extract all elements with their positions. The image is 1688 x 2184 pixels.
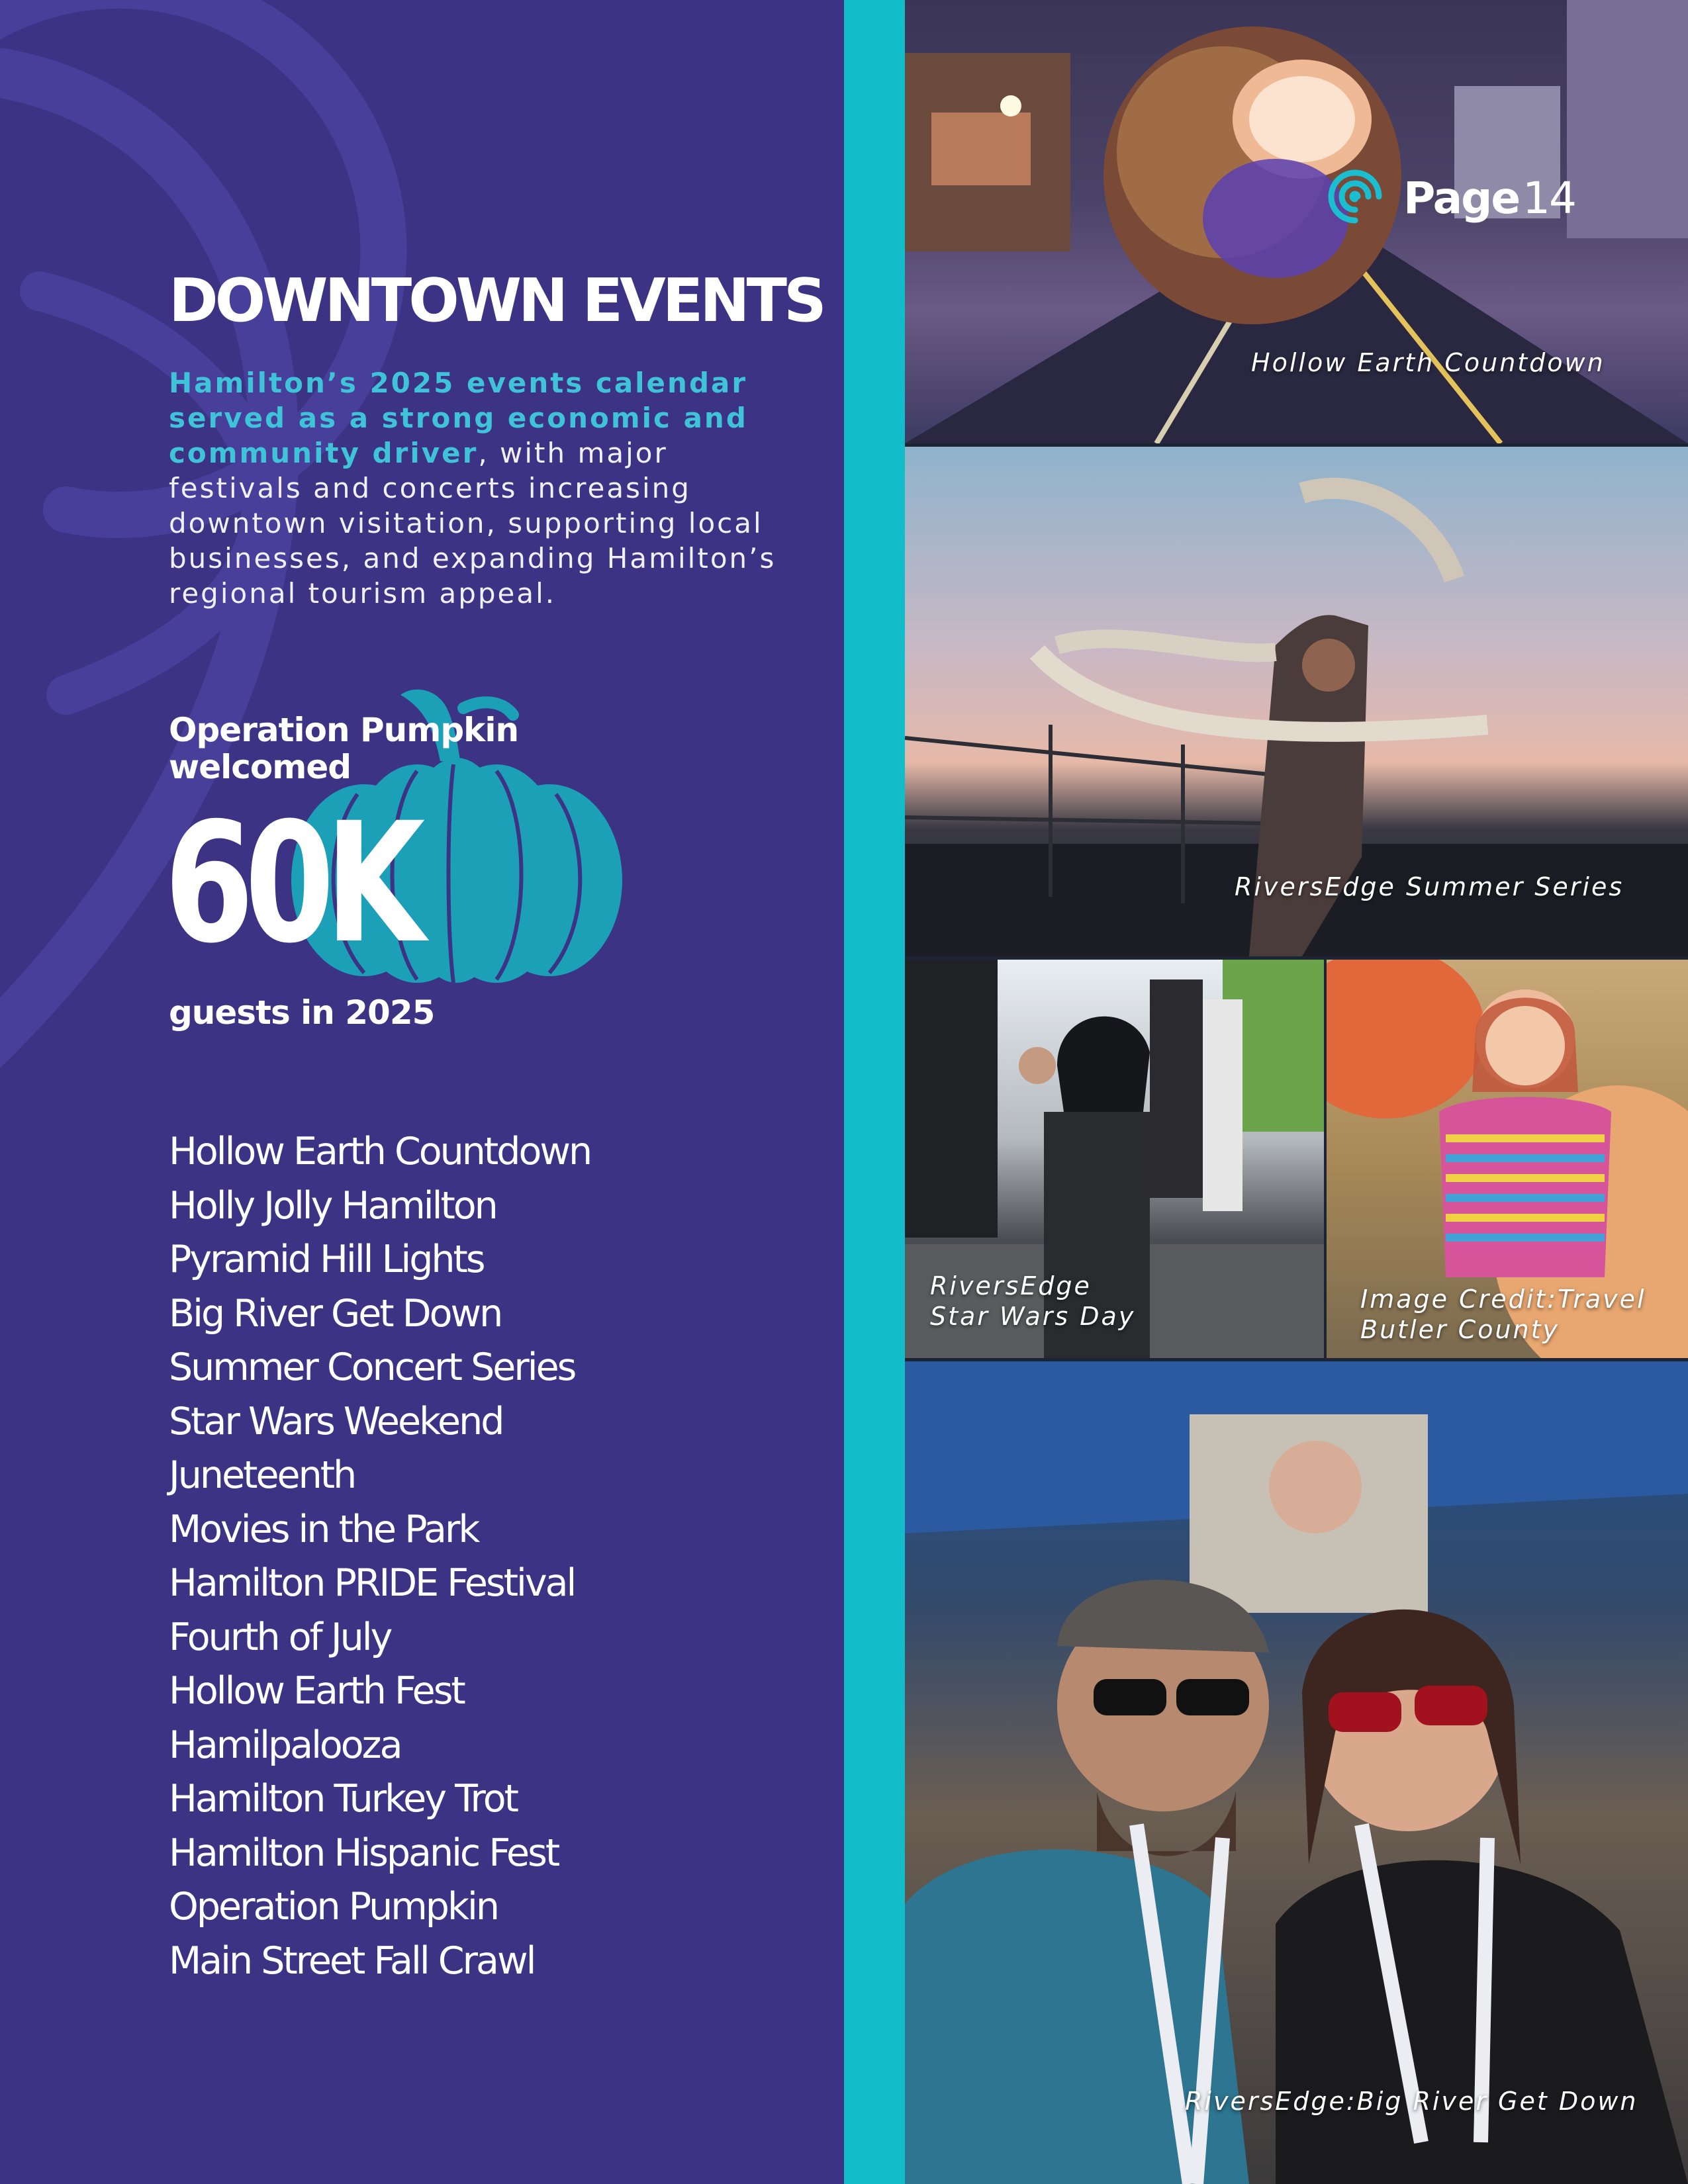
list-item: Operation Pumpkin <box>169 1885 498 1929</box>
list-item: Star Wars Weekend <box>169 1399 503 1443</box>
list-item: Hamilpalooza <box>169 1723 401 1767</box>
intro-highlight: Hamilton’s 2025 events calendar served as a strong economic and community driver <box>169 367 748 469</box>
page-number: 14 <box>1523 173 1575 224</box>
list-item: Fourth of July <box>169 1615 391 1659</box>
list-item: Big River Get Down <box>169 1291 502 1336</box>
list-item: Hamilton PRIDE Festival <box>169 1561 575 1605</box>
operation-pumpkin-stat <box>152 682 629 1052</box>
swirl-icon <box>1321 169 1393 225</box>
photo-big-river-get-down <box>905 1361 1688 2184</box>
list-item: Hollow Earth Countdown <box>169 1130 591 1173</box>
list-item: Holly Jolly Hamilton <box>169 1183 496 1228</box>
big-river-illustration <box>905 1361 1688 2184</box>
list-item: Juneteenth <box>169 1453 355 1497</box>
caption-hollow-earth-countdown: Hollow Earth Countdown <box>1251 348 1605 377</box>
teal-divider-strip <box>844 0 905 2184</box>
caption-star-wars-line1: RiversEdge <box>930 1271 1092 1300</box>
list-item: Main Street Fall Crawl <box>169 1938 535 1983</box>
intro-paragraph <box>169 365 778 611</box>
stat-label <box>169 711 619 786</box>
caption-big-river-get-down: RiversEdge:Big River Get Down <box>1185 2087 1638 2116</box>
caption-credit-line1: Image Credit:Travel <box>1360 1285 1646 1314</box>
caption-image-credit <box>1360 1284 1646 1345</box>
caption-star-wars-day <box>930 1271 1135 1332</box>
page-label: Page <box>1403 173 1520 224</box>
list-item: Pyramid Hill Lights <box>169 1238 484 1281</box>
list-item: Hamilton Hispanic Fest <box>169 1831 559 1875</box>
intro-rest: , with major festivals and concerts increasing downtown visitation, supporting local businesses, and expanding Hamilton’s regional tourism appeal. <box>169 437 776 610</box>
stat-subtitle: guests in 2025 <box>169 993 435 1032</box>
page-title: DOWNTOWN EVENTS <box>169 266 823 336</box>
list-item: Summer Concert Series <box>169 1345 575 1389</box>
caption-credit-line2: Butler County <box>1360 1315 1560 1344</box>
list-item: Movies in the Park <box>169 1507 479 1551</box>
stat-number: 60K <box>164 787 416 979</box>
list-item: Hamilton Turkey Trot <box>169 1777 517 1821</box>
list-item: Hollow Earth Fest <box>169 1669 464 1713</box>
stat-label-line1: Operation Pumpkin <box>169 711 519 749</box>
event-list <box>169 1125 590 1988</box>
stat-label-line2: welcomed <box>169 748 352 786</box>
caption-star-wars-line2: Star Wars Day <box>930 1302 1136 1331</box>
caption-riversedge-summer-series: RiversEdge Summer Series <box>1235 872 1624 901</box>
